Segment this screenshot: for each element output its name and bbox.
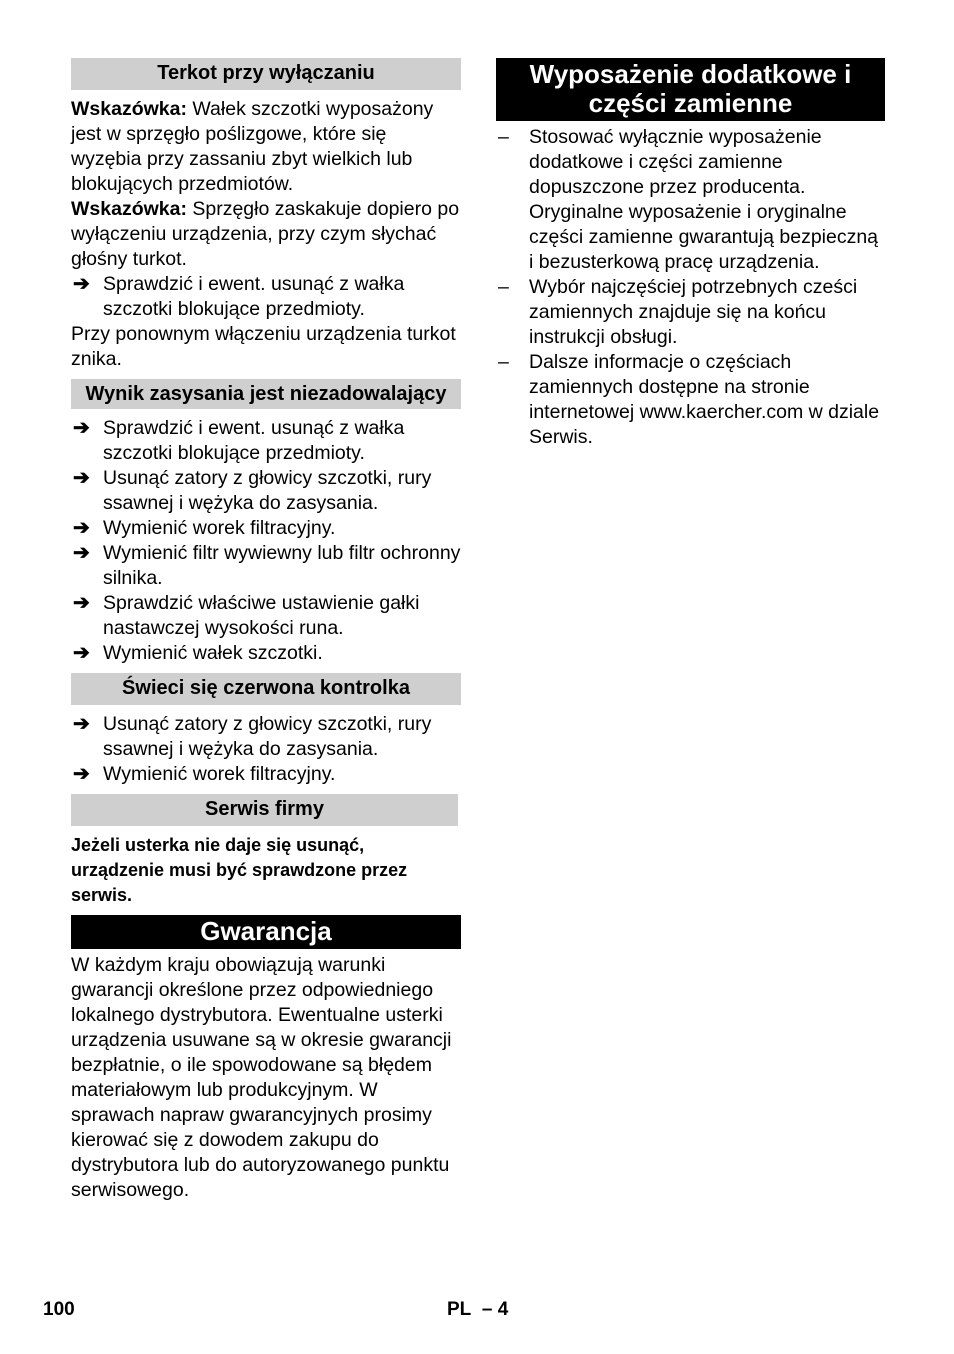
arrow-right-icon: ➔ (73, 642, 90, 664)
left-column (71, 58, 461, 1203)
note-text: Sprzęgło zaskakuje dopiero po wyłączeniu urządzenia, przy czym słychać głośny turkot. (71, 198, 460, 270)
list-item (496, 350, 885, 450)
step-text: Sprawdzić i ewent. usunąć z wałka szczotki blokujące przedmioty. (103, 417, 405, 464)
item-text: Stosować wyłącznie wyposażenie dodatkowe i części zamienne dopuszczone przez producenta. Oryginalne wyposażenie i oryginalne części zamienne gwarantują bezpieczną i bezusterkową pracę urządzenia. (529, 126, 879, 273)
step-text: Usunąć zatory z głowicy szczotki, rury ssawnej i wężyka do zasysania. (103, 713, 432, 760)
list-item (71, 416, 461, 466)
arrow-right-icon: ➔ (73, 713, 90, 735)
step-text: Wymienić wałek szczotki. (103, 642, 323, 664)
list-item (71, 516, 461, 541)
section-title-terkot: Terkot przy wyłączaniu (71, 58, 461, 90)
section-title-serwis: Serwis firmy (71, 794, 458, 826)
list-item (71, 712, 461, 762)
list-item (71, 541, 461, 591)
section-title-gwarancja: Gwarancja (71, 915, 461, 949)
list-item (71, 591, 461, 641)
right-column (496, 58, 885, 450)
step-text: Sprawdzić i ewent. usunąć z wałka szczotki blokujące przedmioty. (103, 273, 405, 320)
page-reference: – 4 (481, 1299, 509, 1320)
step-text: Wymienić filtr wywiewny lub filtr ochronny silnika. (103, 542, 461, 589)
list-item (71, 272, 461, 322)
language-code: PL (447, 1299, 472, 1320)
arrow-right-icon: ➔ (73, 763, 90, 785)
arrow-right-icon: ➔ (73, 417, 90, 439)
dash-bullet: – (498, 276, 509, 298)
step-text: Wymienić worek filtracyjny. (103, 517, 336, 539)
step-text: Usunąć zatory z głowicy szczotki, rury ssawnej i wężyka do zasysania. (103, 467, 432, 514)
note-paragraph (71, 197, 461, 272)
arrow-right-icon: ➔ (73, 592, 90, 614)
note-label: Wskazówka: (71, 198, 187, 220)
list-item (71, 762, 461, 787)
list-item (496, 275, 885, 350)
list-item (496, 125, 885, 275)
arrow-right-icon: ➔ (73, 517, 90, 539)
page-language (447, 1297, 508, 1322)
page-number: 100 (43, 1299, 75, 1320)
list-item (71, 466, 461, 516)
note-text: Wałek szczotki wyposażony jest w sprzęgło poślizgowe, które się wyzębia przy zassaniu zbyt wielkich lub blokujących przedmiotów. (71, 98, 434, 195)
section-title-wyposazenie: Wyposażenie dodatkowe i części zamienne (496, 58, 885, 121)
step-text: Sprawdzić właściwe ustawienie gałki nastawczej wysokości runa. (103, 592, 420, 639)
note-label: Wskazówka: (71, 98, 187, 120)
arrow-right-icon: ➔ (73, 467, 90, 489)
item-text: Dalsze informacje o częściach zamiennych dostępne na stronie internetowej www.kaercher.com w dziale Serwis. (529, 351, 880, 448)
body-paragraph: Przy ponownym włączeniu urządzenia turkot znika. (71, 323, 456, 370)
step-text: Wymienić worek filtracyjny. (103, 763, 336, 785)
warranty-paragraph: W każdym kraju obowiązują warunki gwarancji określone przez odpowiedniego lokalnego dystrybutora. Ewentualne usterki urządzenia usuwane są w okresie gwarancji bezpłatnie, o ile spowodowane są błędem materiałowym lub produkcyjnym. W sprawach napraw gwarancyjnych prosimy kierować się z dowodem zakupu do dystrybutora lub do autoryzowanego punktu serwisowego. (71, 954, 452, 1201)
list-item (71, 641, 461, 666)
arrow-right-icon: ➔ (73, 273, 90, 295)
item-text: Wybór najczęściej potrzebnych cześci zamiennych znajduje się na końcu instrukcji obsługi. (529, 276, 858, 348)
section-title-wynik: Wynik zasysania jest niezadowalający (71, 379, 461, 409)
note-paragraph (71, 97, 461, 197)
dash-bullet: – (498, 351, 509, 373)
section-title-kontrolka: Świeci się czerwona kontrolka (71, 673, 461, 705)
service-paragraph: Jeżeli usterka nie daje się usunąć, urządzenie musi być sprawdzone przez serwis. (71, 835, 408, 905)
arrow-right-icon: ➔ (73, 542, 90, 564)
dash-bullet: – (498, 126, 509, 148)
